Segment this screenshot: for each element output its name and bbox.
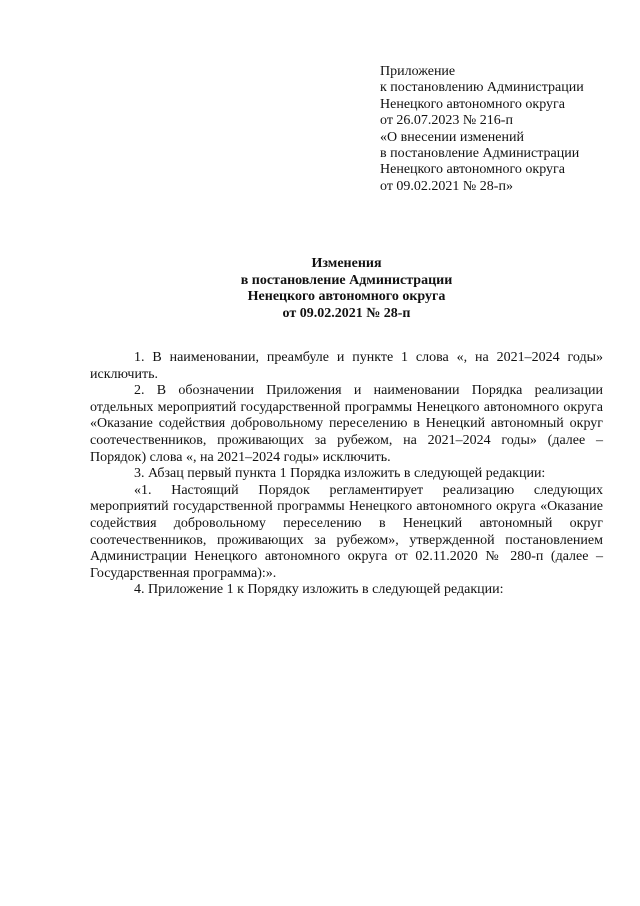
document-body — [90, 350, 603, 599]
paragraph-4: 4. Приложение 1 к Порядку изложить в следующей редакции: — [134, 582, 504, 598]
appendix-line: Приложение — [380, 64, 456, 79]
appendix-line: Ненецкого автономного округа — [380, 96, 565, 112]
appendix-line: к постановлению Администрации — [380, 80, 584, 96]
appendix-line: «О внесении изменений — [380, 129, 524, 145]
paragraph-3: 3. Абзац первый пункта 1 Порядка изложить в следующей редакции: — [134, 466, 546, 482]
title-line: в постановление Администрации — [240, 272, 453, 288]
appendix-line: в постановление Администрации — [380, 146, 580, 162]
appendix-line: от 09.02.2021 № 28-п» — [380, 178, 513, 194]
paragraph-1: 1. В наименовании, преамбуле и пункте 1 слова «, на 2021–2024 годы» исключить. — [90, 350, 603, 382]
appendix-header — [380, 64, 620, 195]
title-line: Изменения — [311, 256, 382, 271]
document-title — [90, 256, 603, 322]
title-line: Ненецкого автономного округа — [247, 289, 446, 305]
title-line: от 09.02.2021 № 28-п — [282, 305, 411, 321]
appendix-line: Ненецкого автономного округа — [380, 162, 565, 178]
appendix-line: от 26.07.2023 № 216-п — [380, 113, 513, 129]
paragraph-quoted: «1. Настоящий Порядок регламентирует реализацию следующих мероприятий государственной программы Ненецкого автономного округа «Оказание содействия добровольному переселению в Ненецкий автономный округ соотечественников, проживающих за рубежом», утвержденной постановлением Администрации Ненецкого автономного округа от 02.11.2020 № 280-п (далее – Государственная программа):». — [90, 482, 603, 581]
paragraph-2: 2. В обозначении Приложения и наименовании Порядка реализации отдельных мероприятий государственной программы Ненецкого автономного округа «Оказание содействия добровольному переселению в Ненецкий автономный округ соотечественников, проживающих за рубежом, на 2021–2024 годы» (далее – Порядок) слова «, на 2021–2024 годы» исключить. — [90, 383, 603, 465]
